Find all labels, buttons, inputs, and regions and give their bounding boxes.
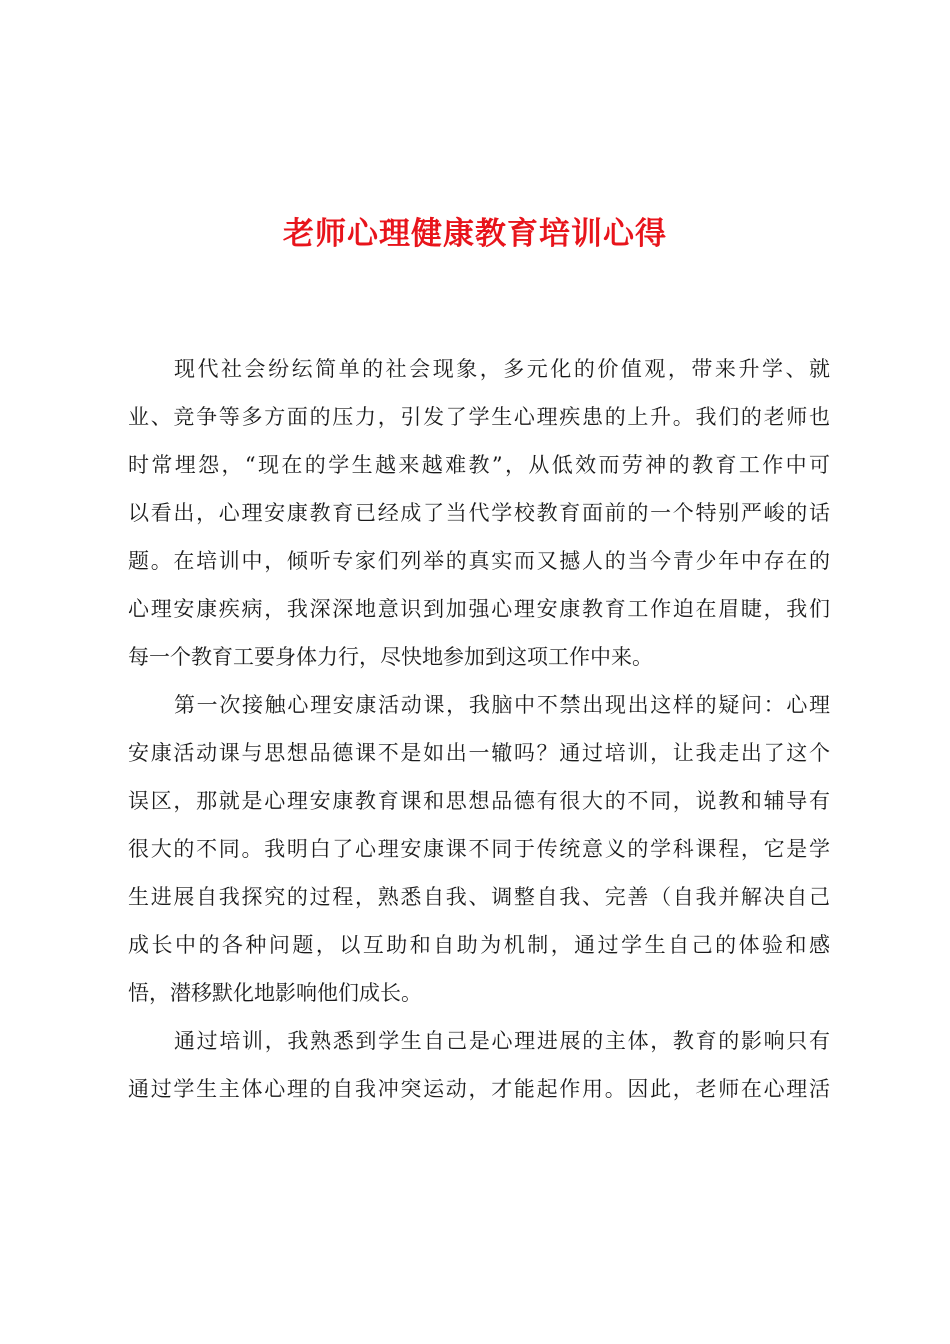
text-line: 安康活动课与思想品德课不是如出一辙吗？通过培训，让我走出了这个 bbox=[128, 741, 830, 765]
document-body bbox=[128, 345, 830, 1113]
paragraph bbox=[128, 681, 830, 1017]
text-line: 误区，那就是心理安康教育课和思想品德有很大的不同，说教和辅导有 bbox=[128, 789, 830, 813]
text-line: 成长中的各种问题，以互助和自助为机制，通过学生自己的体验和感 bbox=[128, 933, 830, 957]
text-line: 业、竞争等多方面的压力，引发了学生心理疾患的上升。我们的老师也 bbox=[128, 405, 830, 429]
paragraph bbox=[128, 1017, 830, 1113]
text-line: 第一次接触心理安康活动课，我脑中不禁出现出这样的疑问：心理 bbox=[174, 693, 830, 717]
text-line: 题。在培训中，倾听专家们列举的真实而又撼人的当今青少年中存在的 bbox=[128, 549, 830, 573]
document-title: 老师心理健康教育培训心得 bbox=[283, 216, 667, 252]
text-line: 很大的不同。我明白了心理安康课不同于传统意义的学科课程，它是学 bbox=[128, 837, 830, 861]
text-line: 通过学生主体心理的自我冲突运动，才能起作用。因此，老师在心理活 bbox=[128, 1077, 830, 1101]
text-line: 时常埋怨，“现在的学生越来越难教”，从低效而劳神的教育工作中可 bbox=[128, 453, 830, 477]
text-line: 通过培训，我熟悉到学生自己是心理进展的主体，教育的影响只有 bbox=[174, 1029, 830, 1053]
text-line: 悟，潜移默化地影响他们成长。 bbox=[128, 981, 422, 1005]
text-line: 生进展自我探究的过程，熟悉自我、调整自我、完善（自我并解决自己 bbox=[128, 885, 830, 909]
text-line: 每一个教育工要身体力行，尽快地参加到这项工作中来。 bbox=[128, 645, 653, 669]
text-line: 心理安康疾病，我深深地意识到加强心理安康教育工作迫在眉睫，我们 bbox=[128, 597, 830, 621]
paragraph bbox=[128, 345, 830, 681]
text-line: 现代社会纷纭简单的社会现象，多元化的价值观，带来升学、就 bbox=[174, 357, 830, 381]
text-line: 以看出，心理安康教育已经成了当代学校教育面前的一个特别严峻的话 bbox=[128, 501, 830, 525]
